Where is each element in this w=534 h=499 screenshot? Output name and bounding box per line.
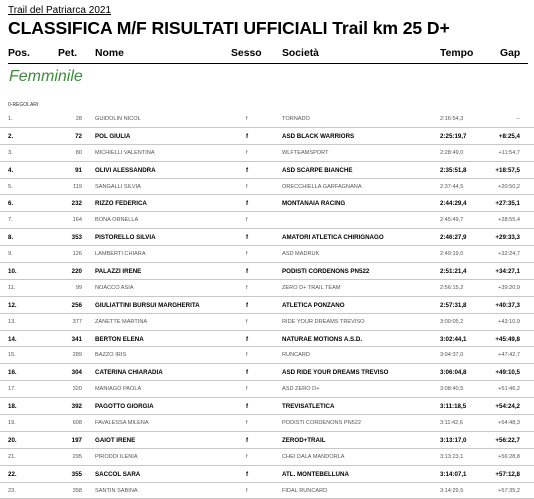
table-row	[0, 128, 534, 145]
cell-nome: NOACCO ASIA	[95, 284, 134, 291]
cell-pet: 99	[75, 284, 82, 291]
col-header-gap: Gap	[500, 48, 521, 59]
cell-societa: CHEI DALA MANDORLA	[282, 453, 345, 460]
cell-societa: ORECCHIELLA GARFAGNANA	[282, 183, 362, 190]
cell-sesso: f	[246, 166, 249, 174]
cell-societa: AMATORI ATLETICA CHIRIGNAGO	[282, 234, 384, 242]
subsection-label: 0-REGOLARI	[8, 102, 39, 108]
cell-sesso: f	[246, 436, 249, 444]
cell-societa: RUNCARD	[282, 352, 310, 359]
cell-gap: +45:49,8	[495, 335, 520, 343]
table-header	[0, 48, 534, 62]
cell-nome: LAMBERTI CHIARA	[95, 251, 146, 258]
cell-pos: 5.	[8, 183, 13, 190]
cell-pos: 4.	[8, 166, 14, 174]
cell-nome: GAIOT IRENE	[95, 436, 136, 444]
cell-gap: +20:50,2	[498, 183, 520, 190]
cell-nome: MICHIELLI VALENTINA	[95, 149, 155, 156]
cell-pet: 80	[75, 149, 82, 156]
cell-pos: 17.	[8, 386, 16, 393]
table-row	[0, 466, 534, 483]
cell-tempo: 2:51:21,4	[440, 268, 467, 276]
cell-societa: RIDE YOUR DREAMS TREVISO	[282, 318, 365, 325]
cell-tempo: 2:46:27,9	[440, 234, 467, 242]
cell-societa: ATL. MONTEBELLUNA	[282, 470, 349, 478]
cell-gap: +43:10,9	[498, 318, 520, 325]
cell-pos: 14.	[8, 335, 17, 343]
table-row	[0, 483, 534, 499]
cell-pet: 358	[72, 487, 82, 494]
cell-sesso: f	[246, 470, 249, 478]
col-header-nome: Nome	[95, 48, 124, 59]
cell-pet: 28	[75, 116, 82, 122]
cell-gap: +51:46,2	[498, 386, 520, 393]
cell-sesso: f	[246, 183, 248, 190]
cell-tempo: 2:49:19,0	[440, 251, 464, 258]
cell-pos: 21.	[8, 453, 16, 460]
cell-tempo: 3:13:23,1	[440, 453, 464, 460]
cell-pet: 377	[72, 318, 82, 325]
cell-tempo: 3:13:17,0	[440, 436, 467, 444]
cell-societa: ZERO D+ TRAIL TEAM	[282, 284, 341, 291]
cell-tempo: 2:25:19,7	[440, 132, 467, 140]
cell-societa: TREVISATLETICA	[282, 403, 335, 411]
cell-nome: GIULIATTINI BURSUI MARGHERITA	[95, 301, 200, 309]
cell-nome: BONA ORNELLA	[95, 217, 139, 224]
cell-pet: 608	[72, 420, 82, 427]
cell-pos: 16.	[8, 369, 17, 377]
table-row	[0, 449, 534, 466]
cell-tempo: 2:56:15,2	[440, 284, 464, 291]
cell-pet: 355	[71, 470, 82, 478]
cell-societa: ASD SCARPE BIANCHE	[282, 166, 353, 174]
cell-nome: BERTON ELENA	[95, 335, 144, 343]
results-table	[0, 111, 534, 499]
cell-pos: 12.	[8, 301, 17, 309]
cell-nome: PIRODDI ILENIA	[95, 453, 138, 460]
cell-tempo: 3:11:42,6	[440, 420, 463, 427]
cell-pos: 6.	[8, 200, 14, 208]
cell-tempo: 3:06:04,8	[440, 369, 467, 377]
cell-pet: 392	[71, 403, 82, 411]
cell-societa: ASD RIDE YOUR DREAMS TREVISO	[282, 369, 389, 377]
cell-pet: 119	[73, 183, 82, 190]
table-row	[0, 263, 534, 280]
cell-nome: GUIDOLIN NICOL	[95, 116, 141, 122]
cell-nome: SANGALLI SILVIA	[95, 183, 141, 190]
cell-gap: +8:25,4	[498, 132, 520, 140]
table-row	[0, 111, 534, 128]
cell-societa: MONTANAIA RACING	[282, 200, 346, 208]
cell-gap: +54:24,2	[495, 403, 520, 411]
cell-tempo: 2:37:44,5	[440, 183, 464, 190]
cell-gap: +39:20,9	[498, 284, 520, 291]
cell-tempo: 2:16:54,3	[440, 116, 464, 122]
cell-nome: SACCOL SARA	[95, 470, 141, 478]
col-header-pet: Pet.	[58, 48, 78, 59]
cell-sesso: f	[246, 403, 249, 411]
cell-pos: 22.	[8, 470, 17, 478]
cell-sesso: f	[246, 369, 249, 377]
cell-nome: BAZZO IRIS	[95, 352, 127, 359]
cell-tempo: 2:35:51,8	[440, 166, 467, 174]
cell-sesso: f	[246, 268, 249, 276]
cell-gap: +18:57,5	[495, 166, 520, 174]
cell-tempo: 2:28:49,0	[440, 149, 464, 156]
table-row	[0, 212, 534, 229]
cell-societa: TORNADO	[282, 116, 310, 122]
cell-pet: 220	[71, 268, 82, 276]
col-header-pos: Pos.	[8, 48, 30, 59]
cell-gap: +28:55,4	[498, 217, 520, 224]
section-title: Femminile	[9, 68, 83, 85]
cell-pos: 11.	[8, 284, 16, 291]
cell-pos: 18.	[8, 403, 17, 411]
cell-gap: +32:24,7	[498, 251, 520, 258]
cell-pos: 3.	[8, 149, 13, 156]
cell-gap: +56:22,7	[495, 436, 520, 444]
cell-tempo: 2:44:29,4	[440, 200, 467, 208]
cell-gap: +34:27,1	[495, 268, 520, 276]
cell-sesso: f	[246, 200, 249, 208]
col-header-tempo: Tempo	[440, 48, 474, 59]
cell-gap: +57:35,2	[498, 487, 520, 494]
cell-societa: ATLETICA PONZANO	[282, 301, 345, 309]
table-row	[0, 398, 534, 415]
col-header-societa: Società	[282, 48, 319, 59]
cell-pet: 295	[72, 453, 82, 460]
table-row	[0, 297, 534, 314]
cell-tempo: 3:02:44,1	[440, 335, 467, 343]
cell-sesso: f	[246, 251, 248, 258]
cell-pos: 8.	[8, 234, 14, 242]
cell-societa: FIDAL RUNCARD	[282, 487, 328, 494]
cell-sesso: f	[246, 487, 248, 494]
cell-pos: 13.	[8, 318, 16, 325]
cell-societa: PODISTI CORDENONS PN522	[282, 420, 361, 427]
cell-pos: 9.	[8, 251, 13, 258]
cell-gap: +49:10,5	[495, 369, 520, 377]
cell-societa: WLFTEAMSPORT	[282, 149, 329, 156]
cell-pet: 164	[72, 217, 82, 224]
cell-tempo: 2:45:49,7	[440, 217, 464, 224]
cell-pet: 197	[71, 436, 82, 444]
cell-nome: PISTORELLO SILVIA	[95, 234, 156, 242]
cell-pos: 2.	[8, 132, 14, 140]
cell-nome: SANTIN SABINA	[95, 487, 138, 494]
table-row	[0, 162, 534, 179]
table-row	[0, 179, 534, 196]
cell-pet: 232	[71, 200, 82, 208]
cell-pet: 320	[72, 386, 82, 393]
cell-nome: PAGOTTO GIORGIA	[95, 403, 154, 411]
table-row	[0, 229, 534, 246]
cell-tempo: 3:04:37,0	[440, 352, 464, 359]
cell-gap: +29:33,3	[495, 234, 520, 242]
cell-pos: 10.	[8, 268, 17, 276]
cell-societa: ASD MADRUK	[282, 251, 320, 258]
table-row	[0, 347, 534, 364]
cell-pet: 126	[72, 251, 82, 258]
cell-gap: --	[516, 116, 520, 122]
cell-sesso: f	[246, 132, 249, 140]
cell-sesso: f	[246, 301, 249, 309]
cell-sesso: f	[246, 284, 248, 291]
cell-nome: PALAZZI IRENE	[95, 268, 142, 276]
cell-sesso: f	[246, 420, 248, 427]
cell-tempo: 3:14:07,1	[440, 470, 467, 478]
cell-pet: 304	[71, 369, 82, 377]
table-row	[0, 364, 534, 381]
cell-nome: CATERINA CHIARADIA	[95, 369, 163, 377]
cell-gap: +57:12,8	[495, 470, 520, 478]
cell-nome: OLIVI ALESSANDRA	[95, 166, 156, 174]
table-row	[0, 314, 534, 331]
cell-pos: 1.	[8, 116, 13, 122]
col-header-sesso: Sesso	[231, 48, 262, 59]
cell-pos: 15.	[8, 352, 16, 359]
cell-pos: 20.	[8, 436, 17, 444]
cell-sesso: f	[246, 217, 248, 224]
cell-nome: POL GIULIA	[95, 132, 131, 140]
cell-pos: 7.	[8, 217, 13, 224]
cell-gap: +54:48,3	[498, 420, 520, 427]
table-row	[0, 331, 534, 348]
header-divider	[8, 63, 528, 64]
cell-nome: FAVALESSA MILENA	[95, 420, 149, 427]
table-row	[0, 195, 534, 212]
cell-societa: ZEROD+TRAIL	[282, 436, 326, 444]
cell-pet: 289	[72, 352, 82, 359]
cell-tempo: 3:11:18,5	[440, 403, 467, 411]
cell-societa: ASD BLACK WARRIORS	[282, 132, 355, 140]
cell-societa: NATURAE MOTIONS A.S.D.	[282, 335, 363, 343]
cell-sesso: f	[246, 386, 248, 393]
cell-pet: 353	[71, 234, 82, 242]
cell-pet: 72	[75, 132, 82, 140]
cell-sesso: f	[246, 116, 248, 122]
cell-societa: ASD ZERO D+	[282, 386, 320, 393]
table-row	[0, 432, 534, 449]
cell-gap: +27:35,1	[495, 200, 520, 208]
page-title: CLASSIFICA M/F RISULTATI UFFICIALI Trail km 25 D+	[8, 18, 450, 38]
table-row	[0, 280, 534, 297]
cell-nome: RIZZO FEDERICA	[95, 200, 147, 208]
table-row	[0, 381, 534, 398]
cell-pos: 19.	[8, 420, 16, 427]
cell-pet: 91	[75, 166, 82, 174]
cell-sesso: f	[246, 335, 249, 343]
table-row	[0, 415, 534, 432]
cell-tempo: 2:57:31,8	[440, 301, 467, 309]
cell-pet: 256	[71, 301, 82, 309]
cell-gap: +40:37,3	[495, 301, 520, 309]
cell-sesso: f	[246, 234, 249, 242]
cell-tempo: 3:14:29,5	[440, 487, 464, 494]
cell-tempo: 3:00:05,2	[440, 318, 464, 325]
cell-nome: MANIAGO PAOLA	[95, 386, 142, 393]
cell-sesso: f	[246, 352, 248, 359]
cell-gap: +11:54,7	[498, 149, 520, 156]
table-row	[0, 145, 534, 162]
cell-pos: 23.	[8, 487, 16, 494]
cell-gap: +56:28,8	[498, 453, 520, 460]
cell-tempo: 3:08:40,5	[440, 386, 464, 393]
cell-societa: PODISTI CORDENONS PN522	[282, 268, 370, 276]
cell-pet: 341	[71, 335, 82, 343]
cell-nome: ZANETTE MARTINA	[95, 318, 148, 325]
cell-sesso: f	[246, 149, 248, 156]
table-row	[0, 246, 534, 263]
event-name: Trail del Patriarca 2021	[8, 5, 112, 16]
cell-sesso: f	[246, 318, 248, 325]
cell-gap: +47:42,7	[498, 352, 520, 359]
cell-sesso: f	[246, 453, 248, 460]
